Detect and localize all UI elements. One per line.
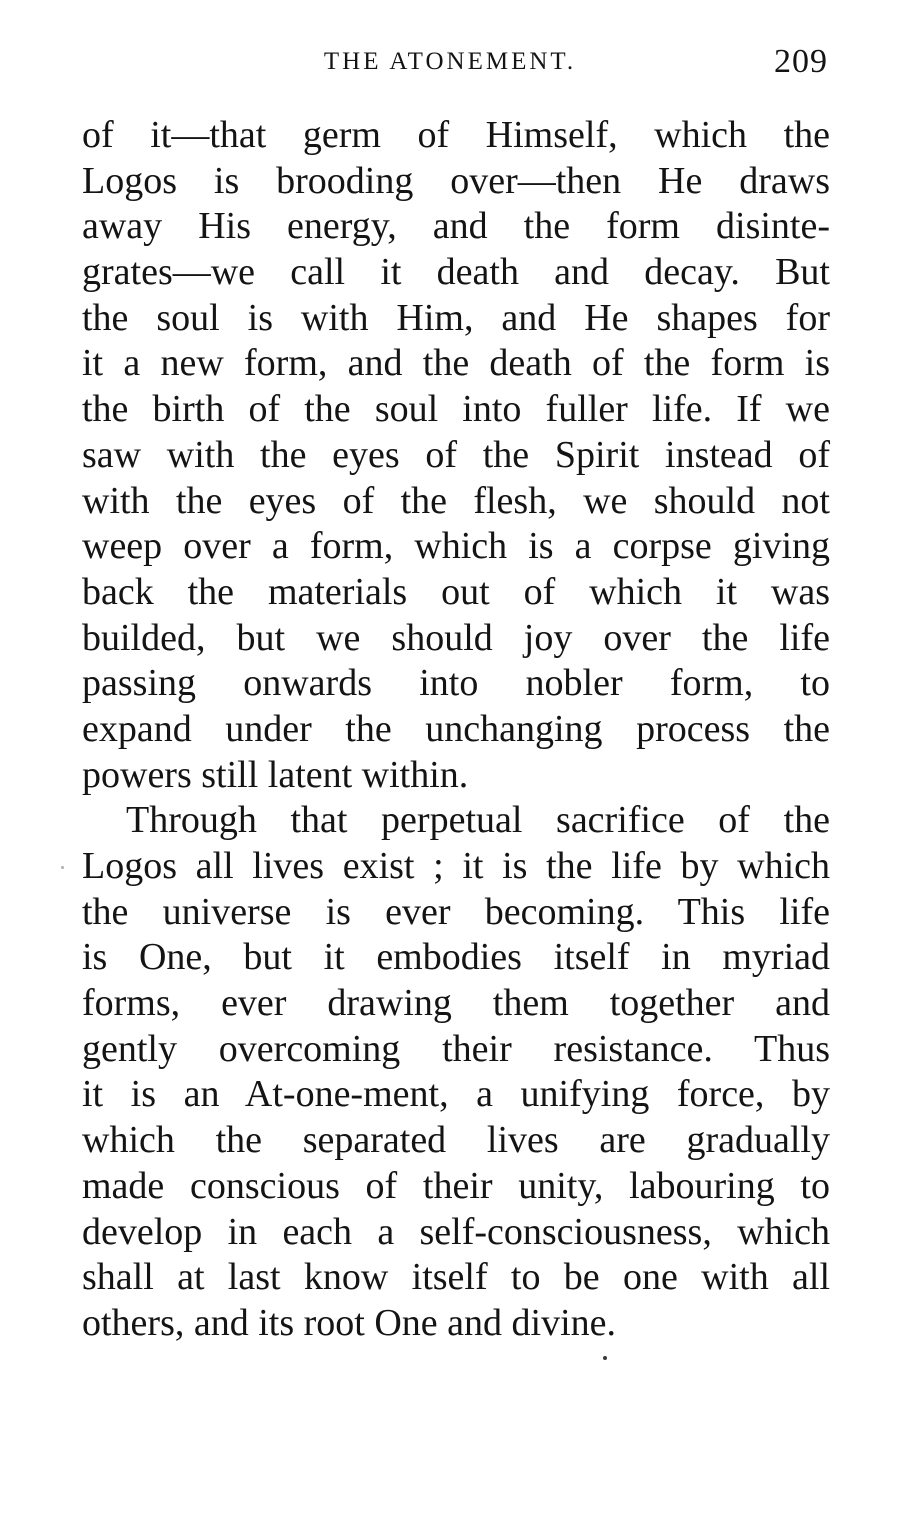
text-line: forms, ever drawing them together and	[82, 982, 830, 1025]
text-line: it a new form, and the death of the form is	[82, 342, 830, 385]
text-line: shall at last know itself to be one with all	[82, 1256, 830, 1299]
body-text	[82, 113, 830, 1347]
text-line: others, and its root One and divine.	[82, 1301, 617, 1344]
text-line: it is an At-one-ment, a unifying force, by	[82, 1073, 830, 1116]
text-line: gently overcoming their resistance. Thus	[82, 1027, 830, 1070]
running-title: THE ATONEMENT.	[323, 48, 577, 75]
text-line: powers still latent within.	[82, 753, 469, 796]
text-line: away His energy, and the form disinte-	[82, 205, 830, 248]
text-line: of it—that germ of Himself, which the	[82, 114, 830, 156]
text-line: passing onwards into nobler form, to	[82, 662, 830, 705]
text-line: develop in each a self-consciousness, which	[82, 1210, 830, 1253]
text-line: builded, but we should joy over the life	[82, 616, 830, 659]
text-line: back the materials out of which it was	[82, 570, 830, 613]
text-line: which the separated lives are gradually	[82, 1119, 830, 1162]
text-line: saw with the eyes of the Spirit instead of	[82, 433, 830, 476]
print-speck	[61, 866, 64, 869]
text-line: Through that perpetual sacrifice of the	[126, 799, 830, 842]
text-line: is One, but it embodies itself in myriad	[82, 936, 830, 979]
text-line: the universe is ever becoming. This life	[82, 890, 830, 933]
text-line: Logos all lives exist ; it is the life by which	[82, 845, 830, 887]
text-line: Logos is brooding over—then He draws	[82, 159, 830, 202]
page-number: 209	[774, 43, 828, 80]
print-speck	[603, 1356, 607, 1360]
text-line: weep over a form, which is a corpse giving	[82, 525, 830, 568]
text-line: the soul is with Him, and He shapes for	[82, 296, 830, 339]
paragraph-2	[82, 798, 830, 1346]
paragraph-1	[82, 113, 830, 798]
text-line: with the eyes of the flesh, we should not	[82, 479, 830, 522]
text-line: expand under the unchanging process the	[82, 707, 830, 750]
text-line: the birth of the soul into fuller life. If we	[82, 388, 830, 431]
text-line: grates—we call it death and decay. But	[82, 251, 830, 294]
text-line: made conscious of their unity, labouring to	[82, 1164, 830, 1207]
